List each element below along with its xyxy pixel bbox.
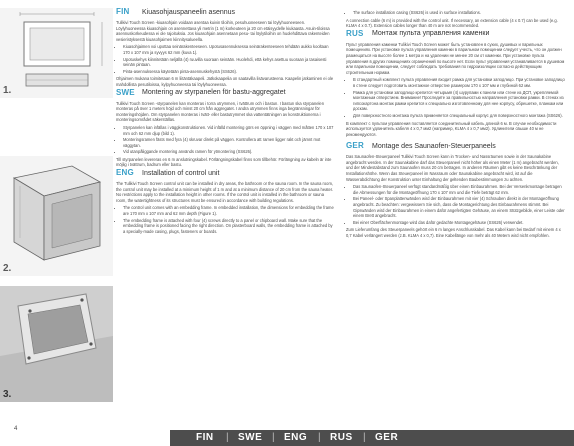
lang-tab-rus: RUS bbox=[330, 432, 353, 443]
figure-3 bbox=[0, 286, 113, 402]
section-title: Installation of control unit bbox=[142, 169, 220, 177]
section-lang-code: SWE bbox=[116, 87, 135, 97]
paragraph: Das Saunaofen-Steuerpaneel Tulikivi Touch Screen kann in Trocken- und Nassräumen sowie in der Saunakabine angebracht werden. In der Saunakabine darf das Steuerpaneel nicht höher als einen Meter (1 m) angebracht werden, und der Mindestabstand zum Saunaofen muss 20 cm betragen. In anderen Räumen gibt es keine Beschränkung der Installationshöhe. Wenn das Steuerpaneel im Nassraum oder Saunakabine angebracht wird, ist auf die Wasserabdichtung der Konstruktion unter Einhaltung der geltenden Baubestimmungen zu achten. bbox=[346, 154, 559, 182]
section-title: Монтаж пульта управления каменки bbox=[372, 30, 490, 38]
section-lang-code: ENG bbox=[116, 168, 134, 178]
lang-tab-fin: FIN bbox=[196, 432, 214, 443]
paragraph: В комплект с пультом управления поставляется соединительный кабель длиной 6 м. В случае необходимости используется удлинитель кабеля 4 x 0,7 мм2 (например, KLMA 4 x 0,7 мм2). Удлинители свыше 40 м не рекомендуются. bbox=[346, 120, 557, 137]
instruction-list bbox=[346, 77, 566, 118]
section-heading-fin bbox=[116, 9, 334, 18]
paragraph: The Tulikivi Touch Screen control unit can be installed in dry areas, the bathroom or the sauna room. In the sauna room, the control unit may be installed at a minimum height of 1 m and at a minimum distance of 20 cm from the sauna heater. No restrictions apply to the installation height in other rooms. If the control unit is installed in the bathroom or sauna room, the watertightness of its structures must be ensured in accordance with building regulations. bbox=[116, 181, 334, 203]
list-item: • Рамка для установки заподлицо крепится четырьмя (4) шурупами к панели или стене из ДСП, укрепляемой монтажным отверстием. Внимание! Проследите за правильностью направления установки рамки. В стенах из гипсокартона монтаж рамки крепится к специально изготовленному для нее корпусу, обрешетке, планкам или доскам. bbox=[353, 90, 566, 112]
lang-tab-swe: SWE bbox=[238, 432, 263, 443]
paragraph: Till styrpanelen levereras en 6 m anslutningskabel. Förlängningskabel finns som tillbehör. Förlängning av kabeln är inte möjlig i tvättrum, badrum eller bastu. bbox=[116, 156, 332, 168]
list-item: • Das Saunaofen-Steuerpaneel verfügt standardmäßig über einen Einbaurahmen. Bei der Versenkmontage betragen die Abmessungen für die Montageöffnung 170 x 107 mm und die Tiefe beträgt 62 mm. bbox=[353, 184, 566, 195]
page-number: 4 bbox=[14, 426, 18, 432]
figure-2 bbox=[0, 156, 113, 276]
divider: | bbox=[363, 432, 367, 443]
lang-tab-ger: GER bbox=[375, 432, 399, 443]
list-item: • Upotuskehys kiinnitetään neljällä (4) ruuvilla suoraan seinään. Huolehdi, että kehys asettuu suoraan ja tasaisesti seinän pintaan. bbox=[123, 57, 334, 68]
section-heading-ger bbox=[346, 143, 566, 152]
instruction-list bbox=[116, 205, 334, 234]
paragraph: Ohjaimen mukana toimitetaan 6 m liitäntäkaapeli. Jatkokaapelia on saatavilla lisävarusteena. Kaapelin jatkaminen ei ole mahdollista pesutiloissa, kylpyhuoneessa tai löylyhuoneessa. bbox=[116, 76, 334, 87]
paragraph: Zum Lieferumfang des Steuerpaneels gehört ein 6 m langes Anschlusskabel. Das Kabel kann bei Bedarf mit einem 4 x 0,7 Kabel verlängert werden (z.B. KLMA 4 x 0,7). Eine Kabellänge von mehr als 40 Metern wird nicht empfohlen. bbox=[346, 227, 561, 238]
figure-1 bbox=[0, 8, 113, 98]
language-bar bbox=[170, 430, 574, 446]
list-item: • The embedding frame is attached with four (4) screws directly to a panel or chipboard wall. Make sure that the embedding frame is positioned facing the right direction. On plasterboard walls, the embedding frame is attached by a specially-made casing, plugs, fasteners or boards. bbox=[123, 218, 334, 235]
right-text-column bbox=[346, 8, 566, 241]
figure-number: 3. bbox=[3, 389, 12, 400]
figure-number: 2. bbox=[3, 263, 12, 274]
section-title: Kiuasohjauspaneelin asennus bbox=[142, 8, 236, 16]
section-title: Montering av styrpanelen för bastu-aggregatet bbox=[142, 89, 286, 97]
list-item: • В стандартный комплект пульта управления входит рамка для установки заподлицо. При установке заподлицо в стене следует подготовить монтажное отверстие размером 170 x 107 мм и глубиной 62 мм. bbox=[353, 77, 566, 88]
instruction-list bbox=[346, 184, 566, 225]
list-item: • Vid utanpåliggande montering används ramen för ytmontering (SS626). bbox=[123, 149, 334, 155]
paragraph: Пульт управления каменки Tulikivi Touch Screen может быть установлен в сухих, душевых и парильных помещениях. При установке пульта управления каменки в парильном помещении следует учесть, что он должен размещаться на высоте более 1 метра и на удалении не менее 20 см от каменки. При установке пульта управления в других помещениях ограничений по высоте нет. Если пульт управления устанавливается в душевом или парильном помещении, следует соблюдать требования по гидроизоляции согласно действующим строительным нормам. bbox=[346, 41, 565, 75]
section-lang-code: GER bbox=[346, 141, 364, 151]
list-item: • Для поверхностного монтажа пульта применяется специальный корпус для поверхностного монтажа (SS626). bbox=[353, 113, 566, 119]
section-heading-eng bbox=[116, 170, 334, 179]
left-text-column bbox=[116, 8, 334, 236]
instruction-list bbox=[346, 10, 566, 16]
paragraph: Tulikivi Touch Screen -styrpanelen kan monteras i torra utrymmen, i tvättrum och i bastun. I bastun ska styrpanelen monteras på över 1 meters höjd och minst 20 cm från aggregatet. I andra utrymmen finns inga begränsningar för monteringshöjden. Om styrpanelen monteras i tvätt- eller bastutrymmet ska vattentätningen av konstruktionerna i monteringsområdet säkerställas. bbox=[116, 100, 324, 123]
list-item: • Bei Paneel- oder Spanplattenwänden wird der Einbaurahmen mit vier (4) Schrauben direkt in der Montageöffnung angebracht. Zu beachten: vergewissern Sie sich, dass die Montagerichtung des Einbaurahmens stimmt. Bei Gipswänden wird der Einbaurahmen in einem dafür angefertigten Gehäuse, an einem Stützgebilde, einer Leiste oder einem Brett angebracht. bbox=[353, 196, 566, 218]
installation-photo bbox=[0, 286, 113, 402]
list-item: • Pinta-asennuksessa käytetään pinta-asennuskehystä (SS626). bbox=[123, 69, 334, 75]
list-item: • Bei einer Oberflächenmontage wird das dafür gedachte Montagegehäuse (SS626) verwendet. bbox=[353, 220, 566, 226]
embedding-frame-drawing bbox=[0, 8, 113, 98]
list-item: • Kiuasohjaimen voi upottaa seinärakenteeseen. Upotusasennuksessa seinärakenteeseen tehdään aukko kooltaan 170 x 107 mm ja syvyys 62 mm (kuva 1). bbox=[123, 44, 334, 55]
section-lang-code: RUS bbox=[346, 28, 364, 38]
surface-casing-drawing bbox=[0, 156, 113, 276]
list-item: • The control unit comes with an embedding frame. In embedded installation, the dimensions for embedding the frame are 170 mm x 107 mm and 62 mm depth (Figure 1). bbox=[123, 205, 334, 216]
lang-tab-eng: ENG bbox=[284, 432, 308, 443]
section-title: Montage des Saunaofen-Steuerpaneels bbox=[372, 142, 496, 150]
paragraph: Tulikivi Touch Screen -kiuasohjain voidaan asentaa kuivin tiloihin, pesuhuoneeseen tai löylyhuoneeseen. Löylyhuoneessa kiuasohjain on asennettava yli metrin (1 m) korkeuteen ja 20 cm etäisyydelle kiukaasta. Asuin-tiloissa asennuskorkeudessa ei ole rajoituksia. Jos kiuasohjain asennetaan pesu- tai löylytiloihin on huolehdittava rakenteiden vesieristyksestä kiuasohjaimen kiinnitysalueella. bbox=[116, 20, 330, 42]
figure-number: 1. bbox=[3, 85, 12, 96]
instruction-list bbox=[116, 44, 334, 74]
list-item: • Monteringsramen fästs med fyra (4) skruvar direkt på väggen. Kontrollera att ramen ligger rakt och jämnt mot väggytan. bbox=[123, 137, 334, 148]
list-item: • The surface installation casing (SS626) is used in surface installations. bbox=[353, 10, 566, 16]
paragraph: A connection cable (6 m) is provided with the control unit. If necessary, an extension cable (4 x 0.7) can be used (e.g. KLMA 4 x 0.7). Extension cables longer than 40 m are not recommended. bbox=[346, 17, 558, 29]
divider: | bbox=[318, 432, 322, 443]
divider: | bbox=[226, 432, 230, 443]
list-item: • Styrpanelen kan infällas i väggkonstruktionen. Vid infälld montering görs en öppning i väggen med måtten 170 x 107 mm och 62 mm djup (bild 1). bbox=[123, 125, 334, 136]
section-lang-code: FIN bbox=[116, 7, 130, 16]
instruction-list bbox=[116, 125, 334, 155]
section-heading-swe bbox=[116, 87, 334, 99]
divider: | bbox=[272, 432, 276, 443]
section-heading-rus bbox=[346, 28, 566, 40]
